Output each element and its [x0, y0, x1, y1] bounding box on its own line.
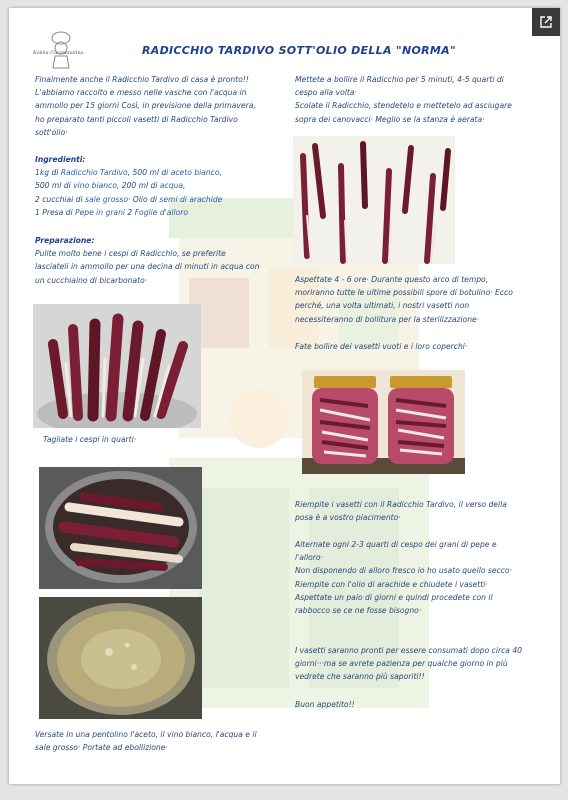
open-external-button[interactable] [532, 8, 560, 36]
boil-line: Scolate il Radicchio, stendetelo e mettetelo ad asciugare [295, 101, 512, 111]
alternate-text [295, 538, 545, 617]
ingredients-heading: Ingredienti: [35, 155, 86, 164]
photo-drying-radicchio [293, 136, 455, 264]
alternate-line: Riempite con l'olio di arachide e chiudete i vasetti· [295, 579, 488, 589]
alternate-line: Aspettate un paio di giorni e quindi procedete con il [295, 592, 493, 602]
alternate-line: Alternate ogni 2-3 quarti di cespo dei grani di pepe e [295, 540, 497, 549]
intro-line: L'abbiamo raccolto e messo nelle vasche con l'acqua in [35, 88, 247, 98]
preparation-line: un cucchiaino di bicarbonato· [35, 275, 148, 285]
boil-text [295, 73, 545, 126]
document-page [9, 8, 560, 784]
ingredient-link[interactable]: Pepe in grani [75, 207, 126, 217]
wait-line: perché, una volta ultimati, i nostri vasetti non [295, 301, 470, 311]
preparation-line: lasciateli in ammollo per una decina di minuti in acqua con [35, 262, 260, 272]
ready-line: I vasetti saranno pronti per essere consumati dopo circa 40 [295, 646, 522, 655]
photo-radicchio-pot [39, 467, 202, 589]
versate-line: sale grosso· Portate ad ebollizione· [35, 743, 168, 753]
preparation-heading: Preparazione: [35, 236, 95, 245]
preparation-section [35, 234, 285, 287]
wait-text [295, 273, 545, 326]
ingredient-link[interactable]: aceto bianco [170, 168, 220, 178]
intro-line: Finalmente anche il Radicchio Tardivo di casa è pronto!! [35, 75, 249, 84]
caption-cut: Tagliate i cespi in quarti· [43, 435, 137, 444]
photo-jars [302, 370, 465, 474]
ingredient-link[interactable]: Foglie d'alloro [134, 207, 189, 217]
ingredient-link[interactable]: semi di arachide [159, 194, 223, 204]
versate-text [35, 728, 285, 754]
wait-line: necessiteranno di bollitura per la sterilizzazione· [295, 314, 480, 324]
ingredient-link[interactable]: vino bianco [73, 181, 117, 191]
ingredient-link[interactable]: Radicchio Tardivo [60, 168, 128, 178]
fill-line: Riempite i vasetti con il Radicchio Tardivo, il verso della [295, 500, 507, 509]
versate-line: Versate in una pentolino l'aceto, il vino bianco, l'acqua e il [35, 730, 257, 739]
ingredient-line: 2 cucchiai di sale grosso· Olio di semi di arachide [35, 194, 223, 204]
ready-text [295, 644, 545, 684]
ingredient-line: 500 ml di vino bianco, 200 ml di acqua, [35, 181, 186, 191]
logo [31, 28, 91, 76]
jars-boil-text: Fate bollire dei vasetti vuoti e i loro coperchi· [295, 342, 468, 351]
intro-line: ho preparato tanti piccoli vasetti di Radicchio Tardivo [35, 114, 238, 124]
ingredient-line: 1kg di Radicchio Tardivo, 500 ml di aceto bianco, [35, 168, 222, 178]
alternate-line: rabbocco se ce ne fosse bisogno· [295, 606, 422, 616]
photo-radicchio-cespi [33, 304, 201, 428]
photo-boiling-liquid [39, 597, 202, 719]
ingredients-section [35, 153, 285, 219]
ingredient-link[interactable]: acqua [159, 181, 184, 191]
ready-line: giorni···ma se avrete pazienza per qualche giorno in più [295, 659, 508, 669]
wait-line: moriranno tutte le ultime possibili spore di botulino· Ecco [295, 288, 513, 298]
page-title: RADICCHIO TARDIVO SOTT'OLIO DELLA "NORMA" [142, 44, 456, 57]
ingredient-link[interactable]: sale grosso [85, 194, 128, 204]
ingredient-line: 1 Presa di Pepe in grani 2 Foglie d'alloro [35, 207, 189, 217]
boil-line: cespo alla volta· [295, 88, 357, 98]
alternate-line: Non disponendo di alloro fresco io ho usato quello secco· [295, 566, 512, 576]
boil-line: Mettete a bollire il Radicchio per 5 minuti, 4-5 quarti di [295, 75, 504, 84]
fill-line: posa è a vostro piacimento· [295, 513, 401, 523]
preparation-line: Pulite molto bene i cespi di Radicchio, se preferite [35, 249, 226, 259]
external-link-icon [539, 15, 553, 29]
intro-line: ammollo per 15 giorni Così, in previsione della primavera, [35, 101, 256, 111]
fill-text [295, 498, 545, 524]
intro-line: sott'olio· [35, 127, 68, 137]
ready-line: vedrete che saranno più saporiti!! [295, 672, 425, 682]
intro-text [35, 73, 285, 139]
closing-text: Buon appetito!! [295, 700, 355, 709]
boil-line: sopra dei canovacci· Meglio se la stanza è aerata· [295, 114, 485, 124]
logo-text: Kokka Cucinanolina [33, 50, 84, 56]
alternate-line: l'alloro· [295, 553, 323, 563]
wait-line: Aspettate 4 - 6 ore· Durante questo arco di tempo, [295, 275, 489, 284]
